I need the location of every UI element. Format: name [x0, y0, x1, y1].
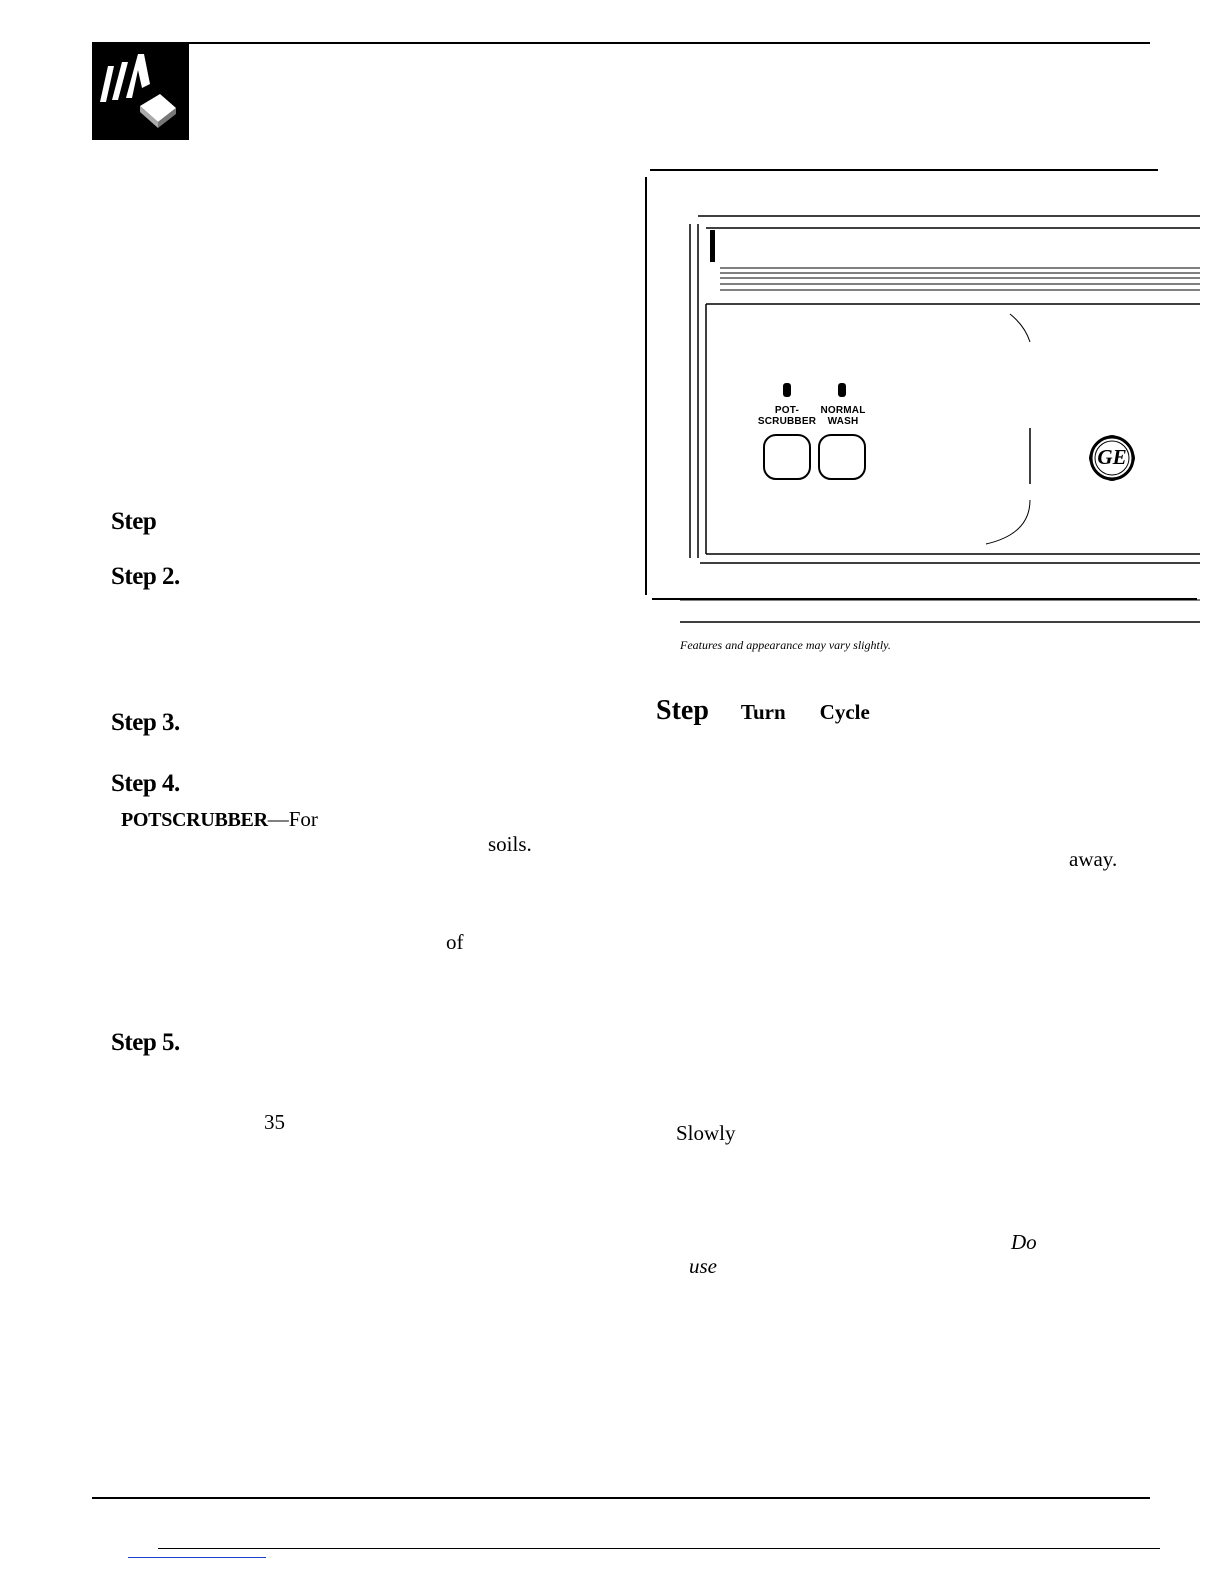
- potscrubber-button[interactable]: [763, 434, 811, 480]
- normal-wash-button[interactable]: [818, 434, 866, 480]
- away-text: away.: [1069, 847, 1118, 871]
- normal-wash-label-line2: WASH: [827, 416, 859, 427]
- ge-logo-icon: [1088, 434, 1136, 482]
- hand-pressing-button-icon: [92, 44, 189, 140]
- potscrubber-description: [121, 807, 318, 832]
- potscrubber-for: —For: [267, 807, 318, 831]
- number-35-text: 35: [264, 1110, 285, 1134]
- step-6-heading: [656, 695, 870, 727]
- use-text: use: [689, 1254, 717, 1278]
- potscrubber-label-line2: SCRUBBER: [757, 416, 817, 427]
- normal-wash-label-line1: NORMAL: [820, 405, 866, 416]
- slowly-text: Slowly: [676, 1121, 736, 1145]
- step-3-heading: Step 3.: [111, 709, 180, 736]
- ge-logo-text: GE: [1097, 445, 1127, 469]
- step-1-heading: Step: [111, 508, 157, 535]
- do-text: Do: [1011, 1230, 1037, 1254]
- soils-text: soils.: [488, 832, 532, 856]
- step-6-cycle: Cycle: [819, 700, 870, 724]
- bottom-link-underline: [128, 1557, 266, 1558]
- step-6-step: Step: [656, 695, 709, 726]
- footer-rule: [92, 1497, 1150, 1499]
- normal-wash-indicator-light: [838, 383, 846, 397]
- bottom-rule: [158, 1548, 1160, 1549]
- step-2-heading: Step 2.: [111, 563, 180, 590]
- step-6-turn: Turn: [740, 700, 786, 724]
- of-text: of: [446, 930, 464, 954]
- normal-wash-panel-label: [808, 405, 878, 427]
- figure-top-rule: [650, 169, 1158, 171]
- step-4-heading: Step 4.: [111, 770, 180, 797]
- potscrubber-term: POTSCRUBBER: [121, 809, 268, 831]
- figure-left-rule: [645, 177, 647, 595]
- potscrubber-indicator-light: [783, 383, 791, 397]
- potscrubber-label-line1: POT-: [774, 405, 800, 416]
- header-rule: [92, 42, 1150, 44]
- step-5-heading: Step 5.: [111, 1029, 180, 1056]
- figure-caption: Features and appearance may vary slightly.: [680, 638, 891, 652]
